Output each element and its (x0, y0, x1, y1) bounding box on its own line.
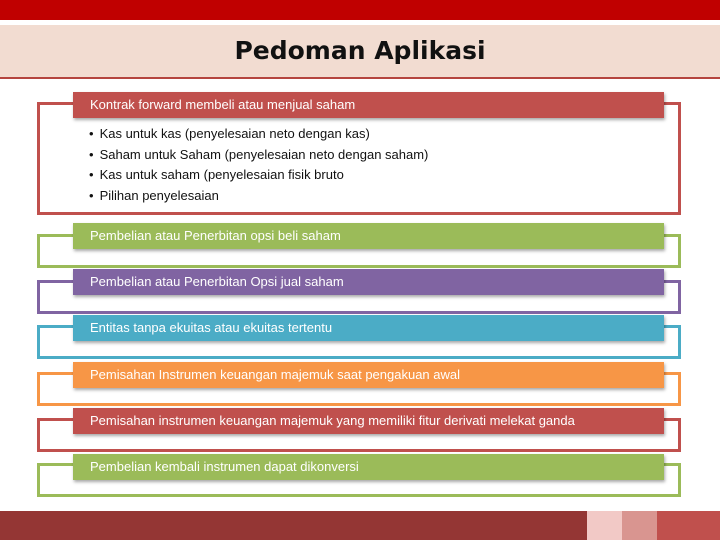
bullet-item: • Saham untuk Saham (penyelesaian neto dengan saham) (89, 145, 649, 166)
slide-title: Pedoman Aplikasi (234, 36, 486, 65)
bullet-item: • Kas untuk saham (penyelesaian fisik bruto (89, 165, 649, 186)
bullet-list (89, 124, 649, 206)
section-bar-5: Pemisahan Instrumen keuangan majemuk saat pengakuan awal (73, 362, 664, 388)
bullet-item: • Kas untuk kas (penyelesaian neto dengan kas) (89, 124, 649, 145)
footer-block-dark (657, 511, 720, 540)
section-bar-2: Pembelian atau Penerbitan opsi beli saham (73, 223, 664, 249)
section-bar-4: Entitas tanpa ekuitas atau ekuitas tertentu (73, 315, 664, 341)
footer-block-mid (622, 511, 657, 540)
section-bar-6: Pemisahan instrumen keuangan majemuk yang memiliki fitur derivati melekat ganda (73, 408, 664, 434)
title-band (0, 25, 720, 79)
top-accent-bar (0, 0, 720, 20)
section-bar-7: Pembelian kembali instrumen dapat dikonversi (73, 454, 664, 480)
section-bar-3: Pembelian atau Penerbitan Opsi jual saham (73, 269, 664, 295)
section-bar-1: Kontrak forward membeli atau menjual saham (73, 92, 664, 118)
footer-block-light (587, 511, 622, 540)
bullet-item: • Pilihan penyelesaian (89, 186, 649, 207)
